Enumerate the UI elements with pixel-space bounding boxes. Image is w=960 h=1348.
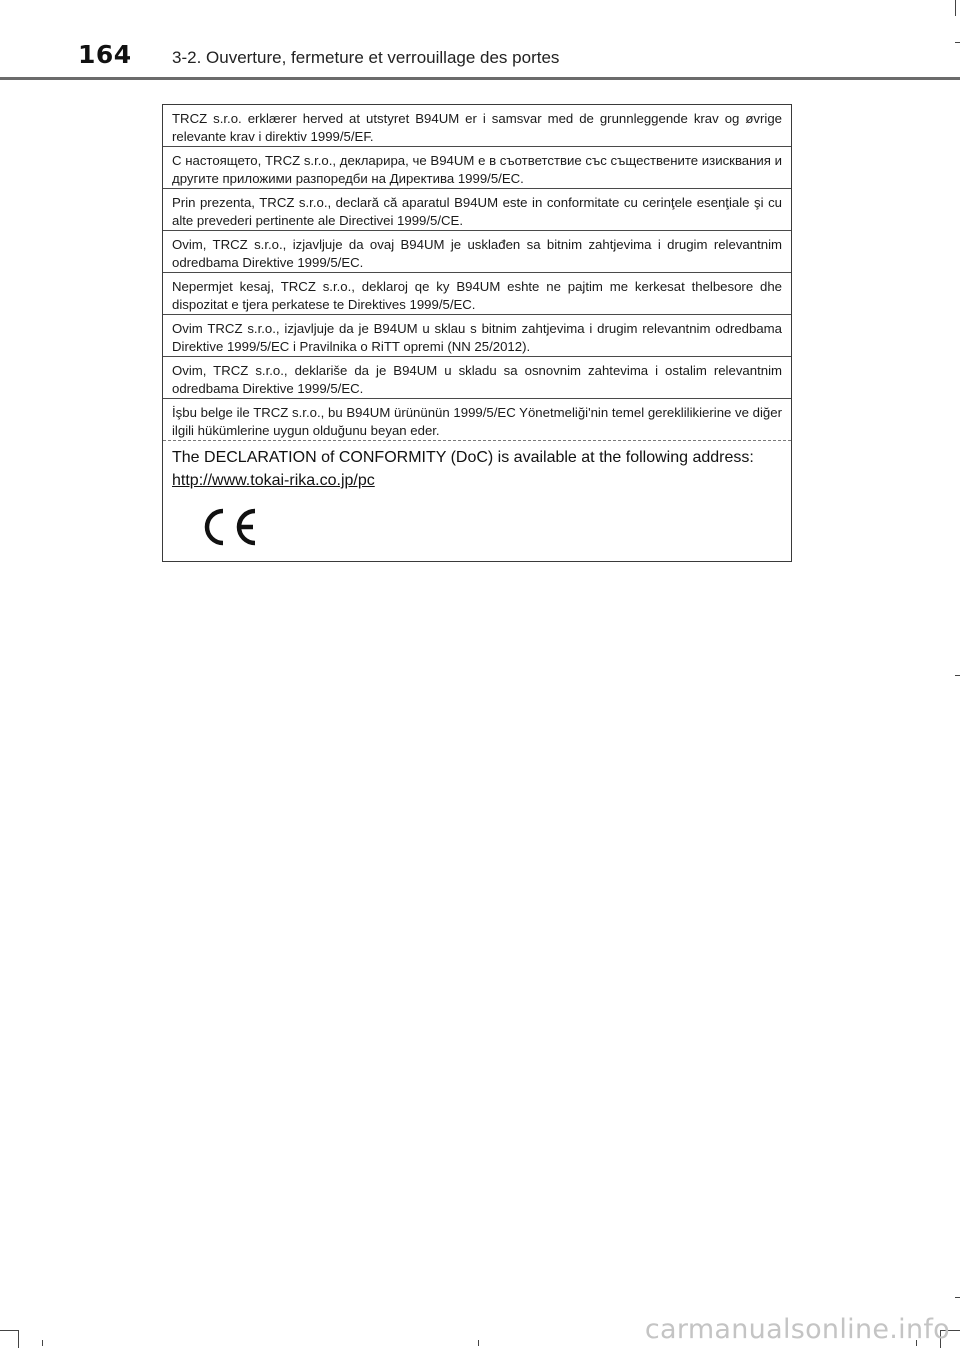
crop-mark-right-mid xyxy=(955,675,960,676)
doc-url-link[interactable]: http://www.tokai-rika.co.jp/pc xyxy=(172,472,375,489)
crop-mark-bottom-left-v xyxy=(18,1330,19,1348)
declaration-table xyxy=(162,104,792,562)
page-number: 164 xyxy=(78,40,132,69)
crop-mark-top-right-tick xyxy=(955,42,960,43)
crop-mark-bottom-tick-1 xyxy=(42,1340,43,1346)
declaration-row-bulgarian: С настоящето, TRCZ s.r.o., декларира, че B94UM е в съответствие със съществените изисквания и другите приложими разпоредби на Директива 1999/5/ЕС. xyxy=(163,147,791,189)
header-rule xyxy=(0,77,960,80)
declaration-row-croatian: Ovim TRCZ s.r.o., izjavljuje da je B94UM u sklau s bitnim zahtjevima i drugim relevantnim odredbama Direktive 1999/5/EC i Pravilnika o RiTT opremi (NN 25/2012). xyxy=(163,315,791,357)
declaration-row-romanian: Prin prezenta, TRCZ s.r.o., declară că aparatul B94UM este in conformitate cu cerinţele esenţiale şi cu alte prevederi pertinente ale Directivei 1999/5/CE. xyxy=(163,189,791,231)
declaration-row-norwegian: TRCZ s.r.o. erklærer herved at utstyret B94UM er i samsvar med de grunnleggende krav og øvrige relevante krav i direktiv 1999/5/EF. xyxy=(163,105,791,147)
crop-mark-right-lower xyxy=(955,1297,960,1298)
page-header xyxy=(0,0,960,80)
watermark-text: carmanualsonline.info xyxy=(644,1314,950,1345)
crop-mark-top-right xyxy=(955,0,956,16)
crop-mark-bottom-tick-2 xyxy=(478,1340,479,1346)
declaration-row-bosnian: Ovim, TRCZ s.r.o., deklariše da je B94UM u skladu sa osnovnim zahtevima i ostalim relevantnim odredbama Direktive 1999/5/EC. xyxy=(163,357,791,399)
declaration-row-turkish: İşbu belge ile TRCZ s.r.o., bu B94UM ürününün 1999/5/EC Yönetmeliği'nin temel gereklilikierine ve diğer ilgili hükümlerine uygun olduğunu beyan eder. xyxy=(163,399,791,441)
declaration-row-serbian: Ovim, TRCZ s.r.o., izjavljuje da ovaj B94UM je usklađen sa bitnim zahtjevima i drugim relevantnim odredbama Direktive 1999/5/EC. xyxy=(163,231,791,273)
doc-statement: The DECLARATION of CONFORMITY (DoC) is available at the following address: xyxy=(172,449,754,466)
doc-availability-section xyxy=(163,441,791,561)
section-title: 3-2. Ouverture, fermeture et verrouillage des portes xyxy=(172,48,560,67)
ce-mark-icon xyxy=(193,505,259,549)
declaration-row-albanian: Nepermjet kesaj, TRCZ s.r.o., deklaroj qe ky B94UM eshte ne pajtim me kerkesat thelbesore dhe dispozitat e tjera perkatese te Direktives 1999/5/EC. xyxy=(163,273,791,315)
crop-mark-bottom-left-h xyxy=(0,1330,18,1331)
